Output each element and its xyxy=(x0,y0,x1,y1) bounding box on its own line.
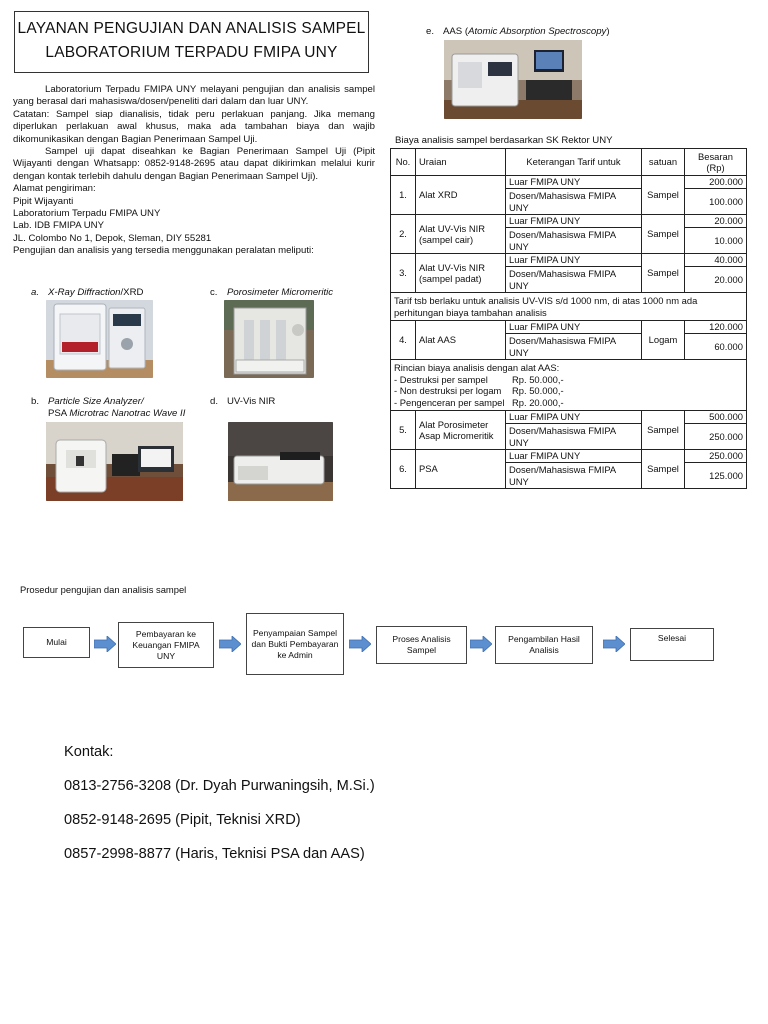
table-row xyxy=(391,176,747,189)
equipment-label-e xyxy=(426,26,610,38)
flow-title: Prosedur pengujian dan analisis sampel xyxy=(20,584,187,595)
row-tarif-dalam: Dosen/Mahasiswa FMIPA UNY xyxy=(506,424,642,450)
equipment-marker-b: b. xyxy=(31,396,40,407)
title-line-1: LAYANAN PENGUJIAN DAN ANALISIS SAMPEL xyxy=(17,20,366,37)
row-price-dalam: 100.000 xyxy=(685,189,747,215)
row-satuan: Sampel xyxy=(642,411,685,450)
contacts-label: Kontak: xyxy=(64,744,114,760)
aas-note-title: Rincian biaya analisis dengan alat AAS: xyxy=(394,362,560,373)
row-uraian: Alat UV-Vis NIR (sampel padat) xyxy=(416,254,506,293)
aas-note-item: - Non destruksi per logam Rp. 50.000,- xyxy=(394,385,564,396)
row-tarif-luar: Luar FMIPA UNY xyxy=(506,254,642,267)
xrd-photo xyxy=(46,300,153,378)
row-satuan: Sampel xyxy=(642,254,685,293)
row-tarif-dalam: Dosen/Mahasiswa FMIPA UNY xyxy=(506,189,642,215)
intro-text xyxy=(13,84,375,258)
equipment-label-b xyxy=(31,396,185,420)
row-price-dalam: 60.000 xyxy=(685,334,747,360)
intro-paragraph-3: Sampel uji dapat diseahkan ke Bagian Penerimaan Sampel Uji (Pipit Wijayanti dengan Whatsapp: 0852-9148-2695 atau dapat dikirimkan melalui kurir dengan kontak terlebih dahulu dengan Bagian Penerimaan Sampel Uji). xyxy=(13,146,375,182)
row-uraian: Alat XRD xyxy=(416,176,506,215)
flow-step-payment: Pembayaran ke Keuangan FMIPA UNY xyxy=(118,622,214,668)
col-besaran: Besaran (Rp) xyxy=(685,149,747,176)
row-uraian: PSA xyxy=(416,450,506,489)
row-no: 4. xyxy=(391,321,416,360)
table-row xyxy=(391,321,747,334)
flow-arrow-icon xyxy=(349,636,371,652)
row-no: 5. xyxy=(391,411,416,450)
col-no: No. xyxy=(391,149,416,176)
row-tarif-luar: Luar FMIPA UNY xyxy=(506,411,642,424)
tariff-caption: Biaya analisis sampel berdasarkan SK Rektor UNY xyxy=(395,135,613,146)
flow-arrow-icon xyxy=(94,636,116,652)
equipment-label-c xyxy=(210,287,333,299)
equipment-name-c: Porosimeter Micromeritic xyxy=(227,287,334,298)
row-price-luar: 200.000 xyxy=(685,176,747,189)
row-satuan: Logam xyxy=(642,321,685,360)
aas-photo xyxy=(444,40,582,119)
contact-line-1: 0813-2756-3208 (Dr. Dyah Purwaningsih, M.Si.) xyxy=(64,778,375,794)
table-note-row xyxy=(391,360,747,411)
table-row xyxy=(391,411,747,424)
address-line-3: JL. Colombo No 1, Depok, Sleman, DIY 55281 xyxy=(13,232,212,244)
row-satuan: Sampel xyxy=(642,215,685,254)
equipment-name-e: Atomic Absorption Spectroscopy xyxy=(468,26,607,37)
flow-step-submission: Penyampaian Sampel dan Bukti Pembayaran ke Admin xyxy=(246,613,344,675)
title-line-2: LABORATORIUM TERPADU FMIPA UNY xyxy=(45,44,338,61)
row-satuan: Sampel xyxy=(642,450,685,489)
flow-step-end: Selesai xyxy=(630,628,714,661)
equipment-label-a xyxy=(31,287,143,299)
row-no: 6. xyxy=(391,450,416,489)
aas-note xyxy=(391,360,747,411)
address-name: Pipit Wijayanti xyxy=(13,195,74,207)
row-tarif-dalam: Dosen/Mahasiswa FMIPA UNY xyxy=(506,334,642,360)
equipment-marker-d: d. xyxy=(210,396,219,407)
intro-note: Catatan: Sampel siap dianalisis, tidak peru perlakuan panjang. Jika memang diperlukan perlakuan awal khusus, maka ada tambahan biaya dan wajib dikomunikasikan dengan Bagian Penerimaan Sampel Uji. xyxy=(13,108,375,145)
equipment-name-e-prefix: AAS ( xyxy=(443,26,469,37)
flow-step-pickup: Pengambilan Hasil Analisis xyxy=(495,626,593,664)
row-tarif-luar: Luar FMIPA UNY xyxy=(506,321,642,334)
aas-note-item: - Destruksi per sampel Rp. 50.000,- xyxy=(394,373,564,385)
row-price-luar: 20.000 xyxy=(685,215,747,228)
row-price-dalam: 10.000 xyxy=(685,228,747,254)
equipment-marker-a: a. xyxy=(31,287,40,298)
contact-line-3: 0857-2998-8877 (Haris, Teknisi PSA dan AAS) xyxy=(64,846,365,862)
row-price-dalam: 250.000 xyxy=(685,424,747,450)
equipment-name-e-suffix: ) xyxy=(606,26,610,37)
equipment-suffix-a: /XRD xyxy=(120,287,144,298)
tariff-header-row xyxy=(391,149,747,176)
table-note-row xyxy=(391,293,747,321)
row-tarif-luar: Luar FMIPA UNY xyxy=(506,176,642,189)
row-price-luar: 250.000 xyxy=(685,450,747,463)
flow-arrow-icon xyxy=(603,636,625,652)
col-keterangan: Keterangan Tarif untuk xyxy=(506,149,642,176)
row-no: 2. xyxy=(391,215,416,254)
row-satuan: Sampel xyxy=(642,176,685,215)
col-uraian: Uraian xyxy=(416,149,506,176)
equipment-marker-e: e. xyxy=(426,26,435,37)
row-tarif-dalam: Dosen/Mahasiswa FMIPA UNY xyxy=(506,463,642,489)
equipment-name-a: X-Ray Diffraction xyxy=(48,287,121,298)
row-price-luar: 500.000 xyxy=(685,411,747,424)
flow-arrow-icon xyxy=(470,636,492,652)
flow-step-analysis: Proses Analisis Sampel xyxy=(376,626,467,664)
table-row xyxy=(391,450,747,463)
porosimeter-photo xyxy=(224,300,314,378)
row-uraian: Alat UV-Vis NIR (sampel cair) xyxy=(416,215,506,254)
row-tarif-luar: Luar FMIPA UNY xyxy=(506,450,642,463)
uv-vis-nir-photo xyxy=(228,422,333,501)
row-no: 3. xyxy=(391,254,416,293)
row-price-dalam: 125.000 xyxy=(685,463,747,489)
equipment-name-b-prefix: PSA xyxy=(48,408,70,419)
address-line-2: Lab. IDB FMIPA UNY xyxy=(13,220,104,232)
row-price-luar: 120.000 xyxy=(685,321,747,334)
title-box xyxy=(14,11,369,73)
row-price-dalam: 20.000 xyxy=(685,267,747,293)
contact-line-2: 0852-9148-2695 (Pipit, Teknisi XRD) xyxy=(64,812,301,828)
row-tarif-dalam: Dosen/Mahasiswa FMIPA UNY xyxy=(506,267,642,293)
psa-photo xyxy=(46,422,183,501)
contacts xyxy=(64,744,375,880)
row-tarif-dalam: Dosen/Mahasiswa FMIPA UNY xyxy=(506,228,642,254)
flow-arrow-icon xyxy=(219,636,241,652)
equipment-name-b: Particle Size Analyzer/ xyxy=(48,396,144,407)
flow-step-start: Mulai xyxy=(23,627,90,658)
equipment-marker-c: c. xyxy=(210,287,218,298)
row-price-luar: 40.000 xyxy=(685,254,747,267)
row-uraian: Alat AAS xyxy=(416,321,506,360)
table-row xyxy=(391,254,747,267)
address-line-1: Laboratorium Terpadu FMIPA UNY xyxy=(13,208,161,220)
aas-note-item: - Pengenceran per sampel Rp. 20.000,- xyxy=(394,396,564,408)
uvvis-note: Tarif tsb berlaku untuk analisis UV-VIS s/d 1000 nm, di atas 1000 nm ada perhitungan biaya tambahan analisis xyxy=(391,293,747,321)
address-label: Alamat pengiriman: xyxy=(13,183,96,195)
row-uraian: Alat Porosimeter Asap Micromeritik xyxy=(416,411,506,450)
equipment-name-b-model: Microtrac Nanotrac Wave II xyxy=(69,408,186,419)
equipment-name-d: UV-Vis NIR xyxy=(227,396,276,407)
row-tarif-luar: Luar FMIPA UNY xyxy=(506,215,642,228)
col-satuan: satuan xyxy=(642,149,685,176)
equipment-intro: Pengujian dan analisis yang tersedia menggunakan peralatan meliputi: xyxy=(13,245,314,257)
intro-paragraph-1: Laboratorium Terpadu FMIPA UNY melayani pengujian dan analisis sampel yang berasal dari mahasiswa/dosen/peneliti dari dalam dan luar UNY. xyxy=(13,84,375,108)
table-row xyxy=(391,215,747,228)
equipment-label-d xyxy=(210,396,275,408)
tariff-table xyxy=(390,148,747,489)
row-no: 1. xyxy=(391,176,416,215)
